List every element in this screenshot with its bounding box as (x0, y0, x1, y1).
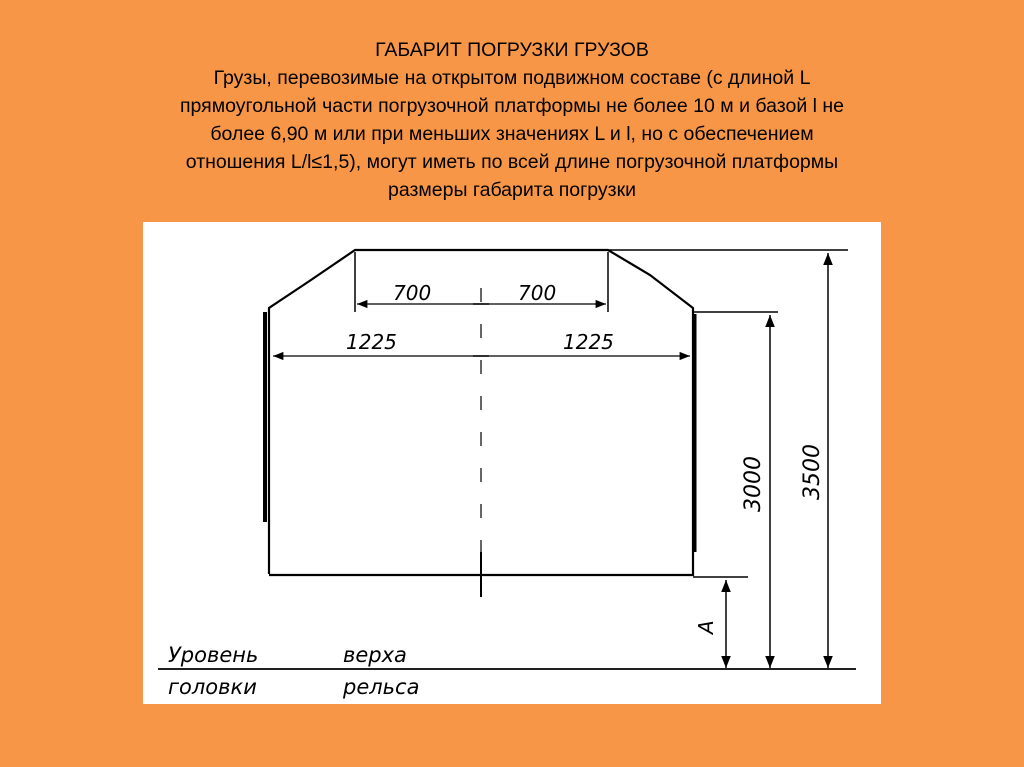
dim-label-a: A (694, 620, 718, 634)
body-line-1: Грузы, перевозимые на открытом подвижном составе (с длиной L (213, 67, 811, 89)
body-line-3: более 6,90 м или при меньших значениях L и l, но с обеспечением (210, 123, 814, 145)
dim-label-700-left: 700 (393, 281, 432, 305)
body-line-2: прямоугольной части погрузочной платформы не более 10 м и базой l не (180, 95, 844, 117)
rail-label-row1-left: Уровень (168, 643, 259, 667)
loading-gauge-figure (143, 222, 881, 704)
dim-label-3500: 3500 (800, 444, 825, 500)
dim-label-3000: 3000 (741, 456, 766, 512)
dim-label-700-right: 700 (518, 281, 557, 305)
dim-label-1225-left: 1225 (346, 330, 397, 354)
loading-gauge-drawing (143, 222, 881, 704)
slide-text-block (60, 36, 964, 204)
dim-label-1225-right: 1225 (563, 330, 614, 354)
rail-label-row2-left: головки (168, 675, 257, 699)
body-line-4: отношения L/l≤1,5), могут иметь по всей длине погрузочной платформы (185, 151, 839, 173)
rail-label-row2-right: рельса (343, 675, 420, 699)
rail-label-row1-right: верха (343, 643, 407, 667)
body-line-5: размеры габарита погрузки (387, 179, 636, 201)
slide-title: ГАБАРИТ ПОГРУЗКИ ГРУЗОВ (375, 39, 649, 61)
